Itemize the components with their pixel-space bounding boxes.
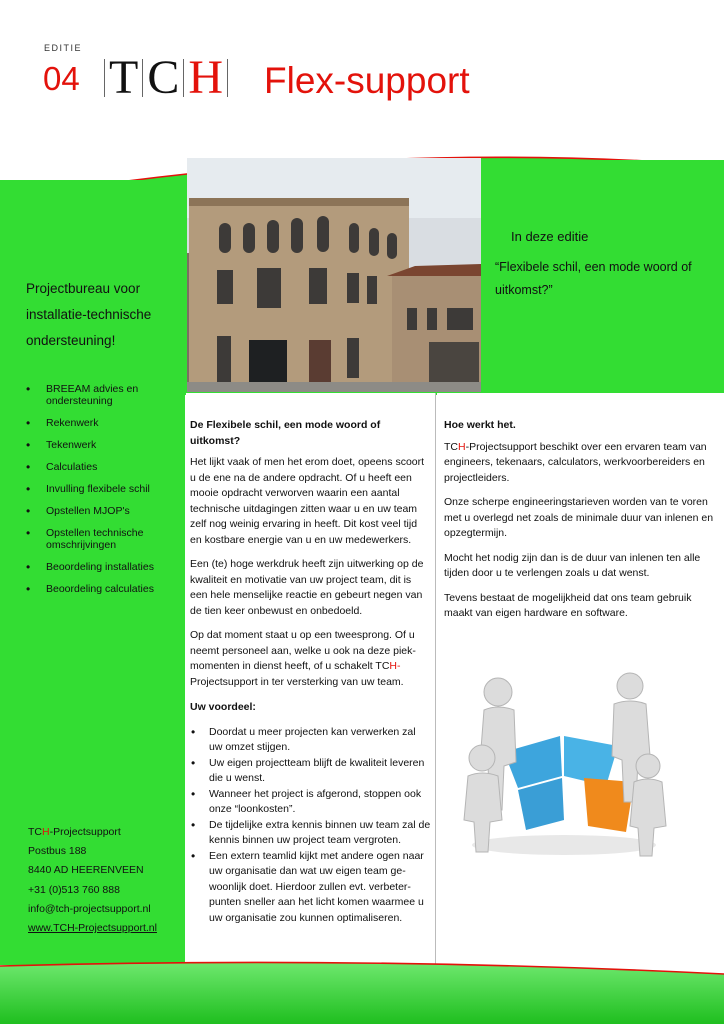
logo-divider (183, 59, 184, 97)
article-paragraph: Het lijkt vaak of men het erom doet, opeens scoort u de ene na de andere opdracht. Of u heeft een mooie opdracht verworven waarin een aantal technische uitdagingen zitten waar u en uw team zelf nog weinig ervaring in heeft. Dit kost veel tijd en kostbare energie van u en uw medewerkers. (190, 456, 425, 546)
benefit-item: • Een extern teamlid kijkt met andere ogen naar uw organisatie dan wat uw eigen team ge-woonlijk doet. Hierdoor zullen evt. verbeter-punten sneller aan het licht komen waarmee u uw organisatie zou kunnen optimaliseren. (190, 849, 431, 927)
contact-block (28, 823, 180, 938)
edition-number: 04 (43, 60, 80, 97)
service-item: • Opstellen technische omschrijvingen (26, 527, 181, 551)
benefits-list (190, 725, 431, 927)
logo-divider (104, 59, 105, 97)
email[interactable]: info@tch-projectsupport.nl (28, 902, 151, 915)
service-list (26, 383, 181, 605)
footer-band (0, 960, 724, 1024)
company-name: TCH-Projectsupport (28, 826, 121, 838)
benefit-item: • Uw eigen projectteam blijft de kwaliteit leveren die u wenst. (190, 756, 431, 787)
edition-box (495, 229, 715, 302)
service-item: • Opstellen MJOP's (26, 505, 181, 517)
logo-divider (142, 59, 143, 97)
how-paragraph: Onze scherpe engineeringstarieven worden van te voren met u overlegd net zoals de minimale duur van inlenen en opzegtermijn. (444, 496, 714, 539)
edition-heading: In deze editie (511, 229, 589, 244)
how-heading: Hoe werkt het. (444, 419, 516, 431)
how-paragraph: Mocht het nodig zijn dan is de duur van inlenen ten alle tijden door u te verlengen zoals u dat wenst. (444, 551, 701, 579)
phone: +31 (0)513 760 888 (28, 883, 120, 896)
service-item: • Tekenwerk (26, 439, 181, 451)
service-item: • Rekenwerk (26, 417, 181, 429)
benefit-item: • Wanneer het project is afgerond, stoppen ook onze “loonkosten”. (190, 787, 431, 818)
logo-letter-c: C (147, 51, 180, 104)
article-paragraph: Een (te) hoge werkdruk heeft zijn uitwerking op de kwaliteit en motivatie van uw project team, dit is een hele menselijke reactie en gebeurt negen van de tien keer onbewust en onbedoeld. (190, 558, 424, 617)
tch-logo (100, 51, 232, 104)
article-heading: De Flexibele schil, een mode woord of uitkomst? (190, 419, 381, 447)
edition-quote: “Flexibele schil, een mode woord of uitkomst?” (495, 260, 692, 297)
how-paragraph: Tevens bestaat de mogelijkheid dat ons team gebruik maakt van eigen hardware en software. (444, 591, 692, 619)
team-puzzle-illustration (456, 670, 672, 860)
sidebar-tagline: Projectbureau voor installatie-technische ondersteuning! (26, 281, 152, 348)
page-title: Flex-support (264, 60, 470, 101)
service-item: • BREEAM advies en ondersteuning (26, 383, 181, 407)
postbus: Postbus 188 (28, 845, 87, 858)
how-paragraph: TCH-Projectsupport beschikt over een ervaren team van engineers, tekenaars, calculators, werkvoorbereiders en projectleiders. (444, 440, 707, 484)
logo-letter-h: H (188, 51, 224, 104)
benefit-item: • De tijdelijke extra kennis binnen uw team zal de kennis binnen uw project team vergroten. (190, 818, 431, 849)
edition-label: EDITIE (44, 43, 83, 53)
service-item: • Calculaties (26, 461, 181, 473)
service-item: • Invulling flexibele schil (26, 483, 181, 495)
city: 8440 AD HEERENVEEN (28, 864, 144, 877)
article-column (186, 393, 436, 965)
benefit-item: • Doordat u meer projecten kan verwerken zal uw omzet stijgen. (190, 725, 431, 756)
building-photo (187, 158, 481, 392)
article-paragraph: Op dat moment staat u op een tweesprong. Of u neemt personeel aan, welke u ook na deze piek-momenten in dienst heeft, of u schakelt TCH-Projectsupport in ter versterking van uw team. (190, 629, 416, 688)
website-link[interactable]: www.TCH-Projectsupport.nl (28, 922, 157, 935)
benefits-heading: Uw voordeel: (190, 701, 256, 713)
logo-letter-t: T (109, 51, 139, 104)
logo-divider (227, 59, 228, 97)
service-item: • Beoordeling installaties (26, 561, 181, 573)
service-item: • Beoordeling calculaties (26, 583, 181, 595)
